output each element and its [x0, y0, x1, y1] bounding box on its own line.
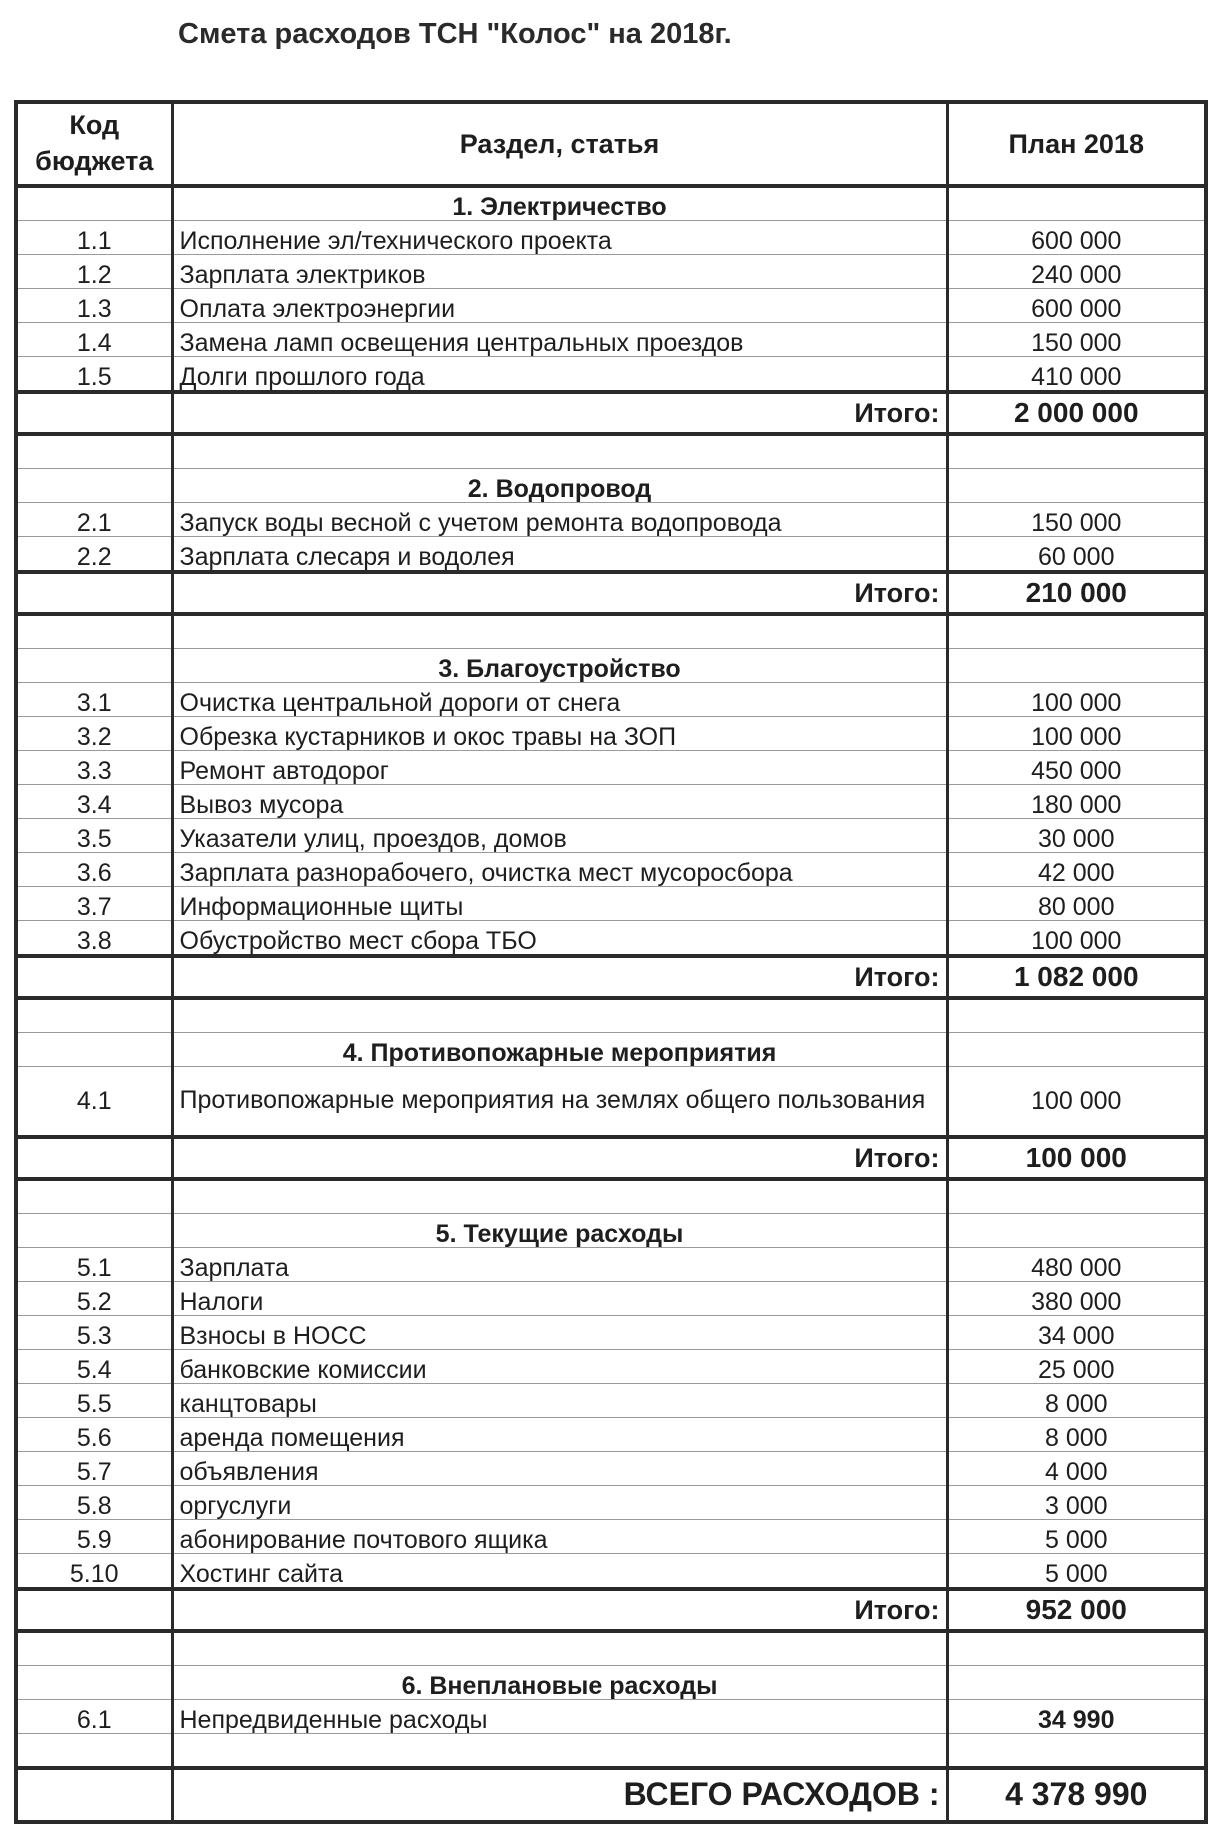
- section-total-row: [16, 956, 1206, 998]
- table-row: [16, 221, 1206, 255]
- total-value: 210 000: [947, 572, 1206, 614]
- table-row: [16, 751, 1206, 785]
- table-row: [16, 1350, 1206, 1384]
- item-code: 3.8: [16, 921, 172, 957]
- table-row: [16, 1418, 1206, 1452]
- item-code: 3.3: [16, 751, 172, 785]
- item-code: 3.1: [16, 683, 172, 717]
- blank-row: [16, 434, 1206, 469]
- section-total-row: [16, 1137, 1206, 1179]
- item-code: 1.3: [16, 289, 172, 323]
- table-row: [16, 289, 1206, 323]
- item-plan: 480 000: [947, 1248, 1206, 1282]
- item-name: Взносы в НОСС: [172, 1316, 947, 1350]
- grand-total-row: [16, 1768, 1206, 1822]
- table-row: [16, 255, 1206, 289]
- table-row: [16, 1700, 1206, 1734]
- total-value: 952 000: [947, 1589, 1206, 1631]
- item-code: 5.1: [16, 1248, 172, 1282]
- blank-row: [16, 1179, 1206, 1214]
- item-plan: 25 000: [947, 1350, 1206, 1384]
- section-title-row: [16, 649, 1206, 683]
- item-name: объявления: [172, 1452, 947, 1486]
- item-code: 2.2: [16, 537, 172, 573]
- item-code: 5.4: [16, 1350, 172, 1384]
- table-row: [16, 1316, 1206, 1350]
- item-plan: 34 000: [947, 1316, 1206, 1350]
- item-name: Зарплата электриков: [172, 255, 947, 289]
- table-header-row: [16, 102, 1206, 186]
- section-title-row: [16, 1214, 1206, 1248]
- item-code: 5.2: [16, 1282, 172, 1316]
- item-name: Зарплата слесаря и водолея: [172, 537, 947, 573]
- section-title-row: [16, 1033, 1206, 1067]
- item-name: банковские комиссии: [172, 1350, 947, 1384]
- item-code: 5.3: [16, 1316, 172, 1350]
- header-plan: План 2018: [947, 102, 1206, 186]
- item-code: 5.6: [16, 1418, 172, 1452]
- item-code: 2.1: [16, 503, 172, 537]
- section-title-row: [16, 186, 1206, 221]
- total-label: Итого:: [172, 392, 947, 434]
- item-code: 6.1: [16, 1700, 172, 1734]
- item-name: Непредвиденные расходы: [172, 1700, 947, 1734]
- section-title-row: [16, 1666, 1206, 1700]
- item-plan: 450 000: [947, 751, 1206, 785]
- section-title: 5. Текущие расходы: [172, 1214, 947, 1248]
- item-name: Обрезка кустарников и окос травы на ЗОП: [172, 717, 947, 751]
- item-plan: 60 000: [947, 537, 1206, 573]
- item-code: 1.5: [16, 357, 172, 393]
- item-name: Хостинг сайта: [172, 1554, 947, 1590]
- item-code: 3.4: [16, 785, 172, 819]
- table-row: [16, 683, 1206, 717]
- item-plan: 5 000: [947, 1520, 1206, 1554]
- table-row: [16, 1282, 1206, 1316]
- item-plan: 8 000: [947, 1418, 1206, 1452]
- item-name: Запуск воды весной с учетом ремонта водопровода: [172, 503, 947, 537]
- item-plan: 100 000: [947, 921, 1206, 957]
- item-name: Ремонт автодорог: [172, 751, 947, 785]
- section-title: 6. Внеплановые расходы: [172, 1666, 947, 1700]
- section-total-row: [16, 392, 1206, 434]
- table-row: [16, 1384, 1206, 1418]
- table-row: [16, 785, 1206, 819]
- total-value: 1 082 000: [947, 956, 1206, 998]
- item-plan: 600 000: [947, 289, 1206, 323]
- section-total-row: [16, 1589, 1206, 1631]
- table-row: [16, 1520, 1206, 1554]
- item-name: Налоги: [172, 1282, 947, 1316]
- table-row: [16, 819, 1206, 853]
- item-code: 3.5: [16, 819, 172, 853]
- blank-row: [16, 998, 1206, 1033]
- item-name: Вывоз мусора: [172, 785, 947, 819]
- blank-row: [16, 1734, 1206, 1769]
- item-name: Исполнение эл/технического проекта: [172, 221, 947, 255]
- total-label: Итого:: [172, 1589, 947, 1631]
- header-code: Код бюджета: [16, 102, 172, 186]
- item-code: 5.7: [16, 1452, 172, 1486]
- blank-row: [16, 614, 1206, 649]
- item-code: 3.2: [16, 717, 172, 751]
- table-row: [16, 357, 1206, 393]
- item-name: оргуслуги: [172, 1486, 947, 1520]
- item-plan: 30 000: [947, 819, 1206, 853]
- header-name: Раздел, статья: [172, 102, 947, 186]
- item-plan: 100 000: [947, 1067, 1206, 1138]
- grand-total-label: ВСЕГО РАСХОДОВ :: [172, 1768, 947, 1822]
- item-plan: 410 000: [947, 357, 1206, 393]
- budget-table: [14, 100, 1208, 1824]
- item-plan: 4 000: [947, 1452, 1206, 1486]
- table-row: [16, 537, 1206, 573]
- item-code: 4.1: [16, 1067, 172, 1138]
- item-name: канцтовары: [172, 1384, 947, 1418]
- table-row: [16, 1554, 1206, 1590]
- item-plan: 100 000: [947, 717, 1206, 751]
- item-code: 5.5: [16, 1384, 172, 1418]
- item-name: Информационные щиты: [172, 887, 947, 921]
- item-plan: 34 990: [947, 1700, 1206, 1734]
- item-plan: 600 000: [947, 221, 1206, 255]
- item-plan: 42 000: [947, 853, 1206, 887]
- item-name: Указатели улиц, проездов, домов: [172, 819, 947, 853]
- item-name: Зарплата: [172, 1248, 947, 1282]
- total-label: Итого:: [172, 1137, 947, 1179]
- section-title: 2. Водопровод: [172, 469, 947, 503]
- item-name: Замена ламп освещения центральных проездов: [172, 323, 947, 357]
- item-plan: 80 000: [947, 887, 1206, 921]
- section-title: 3. Благоустройство: [172, 649, 947, 683]
- item-name: Оплата электроэнергии: [172, 289, 947, 323]
- item-code: 1.1: [16, 221, 172, 255]
- grand-total-value: 4 378 990: [947, 1768, 1206, 1822]
- table-row: [16, 323, 1206, 357]
- section-title-row: [16, 469, 1206, 503]
- blank-row: [16, 1631, 1206, 1666]
- document-title: Смета расходов ТСН "Колос" на 2018г.: [178, 18, 732, 50]
- item-code: 5.10: [16, 1554, 172, 1590]
- table-row: [16, 853, 1206, 887]
- item-code: 3.6: [16, 853, 172, 887]
- table-row: [16, 1248, 1206, 1282]
- section-total-row: [16, 572, 1206, 614]
- item-plan: 100 000: [947, 683, 1206, 717]
- item-plan: 8 000: [947, 1384, 1206, 1418]
- budget-table-body: [16, 102, 1206, 1822]
- table-row: [16, 921, 1206, 957]
- item-name: аренда помещения: [172, 1418, 947, 1452]
- table-row: [16, 1452, 1206, 1486]
- item-code: 1.2: [16, 255, 172, 289]
- total-value: 2 000 000: [947, 392, 1206, 434]
- table-row: [16, 503, 1206, 537]
- section-title: 1. Электричество: [172, 186, 947, 221]
- item-code: 3.7: [16, 887, 172, 921]
- item-plan: 3 000: [947, 1486, 1206, 1520]
- item-name: Обустройство мест сбора ТБО: [172, 921, 947, 957]
- item-plan: 380 000: [947, 1282, 1206, 1316]
- item-plan: 240 000: [947, 255, 1206, 289]
- section-title: 4. Противопожарные мероприятия: [172, 1033, 947, 1067]
- item-code: 5.9: [16, 1520, 172, 1554]
- item-plan: 150 000: [947, 503, 1206, 537]
- table-row: [16, 717, 1206, 751]
- total-label: Итого:: [172, 956, 947, 998]
- item-name: Очистка центральной дороги от снега: [172, 683, 947, 717]
- table-row: [16, 1486, 1206, 1520]
- item-name: Долги прошлого года: [172, 357, 947, 393]
- item-name: Противопожарные мероприятия на землях общего пользования: [172, 1067, 947, 1138]
- item-code: 5.8: [16, 1486, 172, 1520]
- table-row: [16, 1067, 1206, 1138]
- item-plan: 5 000: [947, 1554, 1206, 1590]
- item-plan: 180 000: [947, 785, 1206, 819]
- item-code: 1.4: [16, 323, 172, 357]
- item-plan: 150 000: [947, 323, 1206, 357]
- item-name: абонирование почтового ящика: [172, 1520, 947, 1554]
- total-value: 100 000: [947, 1137, 1206, 1179]
- item-name: Зарплата разнорабочего, очистка мест мусоросбора: [172, 853, 947, 887]
- total-label: Итого:: [172, 572, 947, 614]
- table-row: [16, 887, 1206, 921]
